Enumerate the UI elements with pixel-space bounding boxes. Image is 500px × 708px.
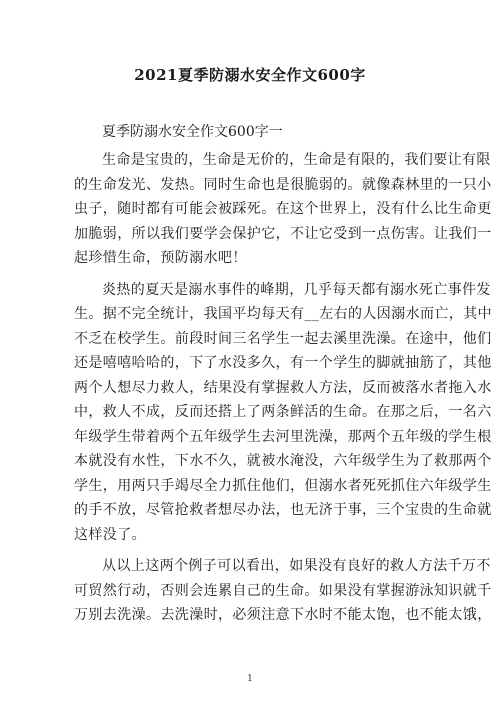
paragraph-line: 生命是宝贵的，生命是无价的，生命是有限的，我们要让有限: [102, 152, 491, 168]
document-body: [74, 148, 492, 635]
paragraph-line: 中，救人不成，反而还搭上了两条鲜活的生命。在那之后，一名六: [74, 404, 492, 420]
paragraph-line: 虫子，随时都有可能会被踩死。在这个世界上，没有什么比生命更: [74, 201, 492, 217]
paragraph-line: 起珍惜生命，预防溺水吧！: [74, 250, 247, 266]
paragraph-2: [74, 278, 492, 548]
document-title: 2021夏季防溺水安全作文600字: [134, 66, 366, 84]
document-subtitle: 夏季防溺水安全作文600字一: [102, 124, 283, 140]
paragraph-line: 还是嘻嘻哈哈的，下了水没多久，有一个学生的脚就抽筋了，其他: [74, 355, 492, 371]
paragraph-3: [74, 554, 492, 628]
paragraph-line: 从以上这两个例子可以看出，如果没有良好的救人方法千万不: [102, 558, 491, 574]
page-number: 1: [247, 674, 253, 684]
paragraph-line: 这样没了。: [74, 526, 146, 543]
paragraph-line: 可贸然行动，否则会连累自己的生命。如果没有掌握游泳知识就千: [74, 582, 492, 599]
paragraph-line: 年级学生带着两个五年级学生去河里洗澡，那两个五年级的学生根: [74, 428, 492, 445]
paragraph-1: [74, 148, 492, 271]
paragraph-line: 本就没有水性，下水不久，就被水淹没，六年级学生为了救那两个: [74, 453, 492, 469]
paragraph-line: 生。据不完全统计，我国平均每天有__左右的人因溺水而亡，其中: [74, 306, 492, 322]
paragraph-line: 两个人想尽力救人，结果没有掌握救人方法，反而被落水者拖入水: [74, 379, 492, 396]
paragraph-line: 不乏在校学生。前段时间三名学生一起去溪里洗澡。在途中，他们: [74, 330, 492, 347]
paragraph-line: 的生命发光、发热。同时生命也是很脆弱的。就像森林里的一只小: [74, 176, 492, 193]
paragraph-line: 加脆弱，所以我们要学会保护它，不让它受到一点伤害。让我们一: [74, 225, 492, 242]
paragraph-line: 炎热的夏天是溺水事件的峰期，几乎每天都有溺水死亡事件发: [102, 281, 491, 298]
paragraph-line: 的手不放，尽管抢救者想尽办法，也无济于事，三个宝贵的生命就: [74, 502, 492, 518]
paragraph-line: 万别去洗澡。去洗澡时，必须注意下水时不能太饱，也不能太饿，: [74, 607, 492, 623]
paragraph-line: 学生，用两只手竭尽全力抓住他们，但溺水者死死抓住六年级学生: [74, 477, 492, 494]
